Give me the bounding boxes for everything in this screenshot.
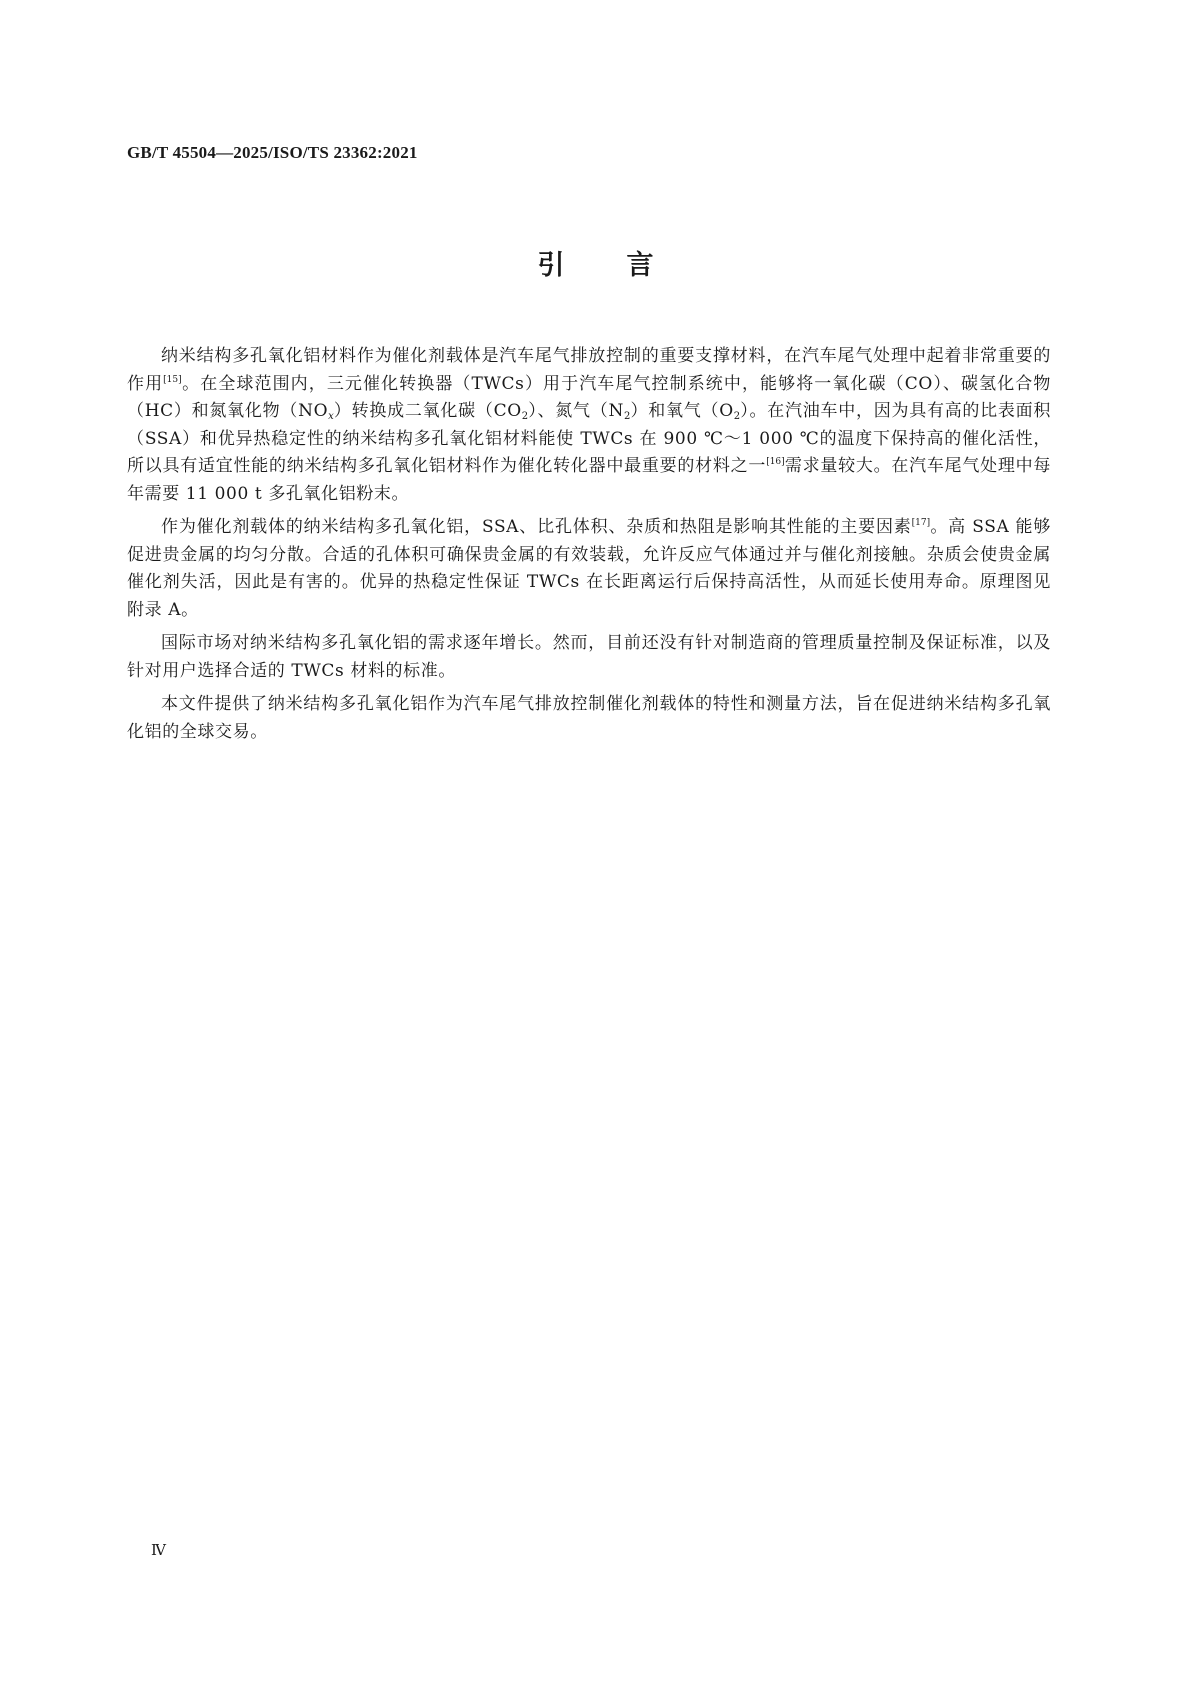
paragraph-3: 国际市场对纳米结构多孔氧化铝的需求逐年增长。然而，目前还没有针对制造商的管理质量控制及保证标准，以及针对用户选择合适的 TWCs 材料的标准。 (127, 633, 1051, 681)
standard-code-header: GB/T 45504—2025/ISO/TS 23362:2021 (127, 143, 418, 162)
subscript-2: 2 (521, 411, 529, 422)
subscript-x: x (328, 411, 334, 422)
text-run: ）和氧气（O (630, 401, 734, 421)
text-run: 。高 SSA 能够促进贵金属的均匀分散。合适的孔体积可确保贵金属的有效装载，允许反应气体通过并与催化剂接触。杂质会使贵金属催化剂失活，因此是有害的。优异的热稳定性保证 TWCs 在长距离运行后保持高活性，从而延长使用寿命。原理图见附录 A。 (127, 517, 1051, 620)
text-run: ）。在汽油车中，因为具有高的比表面积（SSA）和优异热稳定性的纳米结构多孔氧化铝材料能使 TWCs 在 900 ℃～1 000 ℃的温度下保持高的催化活性，所以具有适宜性能的纳米结构多孔氧化铝材料作为催化转化器中最重要的材料之一 (127, 401, 1052, 476)
text-run: 纳米结构多孔氧化铝材料作为催化剂载体是汽车尾气排放控制的重要支撑材料，在汽车尾气处理中起着非常重要的作用 (127, 346, 1051, 394)
paragraph-2 (127, 514, 1051, 624)
introduction-body (127, 343, 1051, 752)
text-run: 需求量较大。在汽车尾气处理中每年需要 11 000 t 多孔氧化铝粉末。 (127, 456, 1051, 504)
section-title: 引言 (537, 250, 716, 281)
text-run: ）转换成二氧化碳（CO (333, 401, 522, 421)
citation-ref-17: [17] (911, 518, 931, 528)
paragraph-1 (127, 343, 1051, 508)
citation-ref-16: [16] (766, 457, 785, 467)
text-run: 作为催化剂载体的纳米结构多孔氧化铝，SSA、比孔体积、杂质和热阻是影响其性能的主要因素 (161, 517, 912, 537)
subscript-2: 2 (623, 411, 631, 422)
citation-ref-15: [15] (163, 374, 182, 385)
text-run: ）、氮气（N (528, 401, 624, 421)
subscript-2: 2 (733, 411, 741, 422)
paragraph-4: 本文件提供了纳米结构多孔氧化铝作为汽车尾气排放控制催化剂载体的特性和测量方法，旨在促进纳米结构多孔氧化铝的全球交易。 (127, 694, 1051, 742)
text-run: 。在全球范围内，三元催化转换器（TWCs）用于汽车尾气控制系统中，能够将一氧化碳（CO）、碳氢化合物（HC）和氮氧化物（NO (127, 373, 1051, 421)
page-number: Ⅳ (151, 1543, 166, 1559)
